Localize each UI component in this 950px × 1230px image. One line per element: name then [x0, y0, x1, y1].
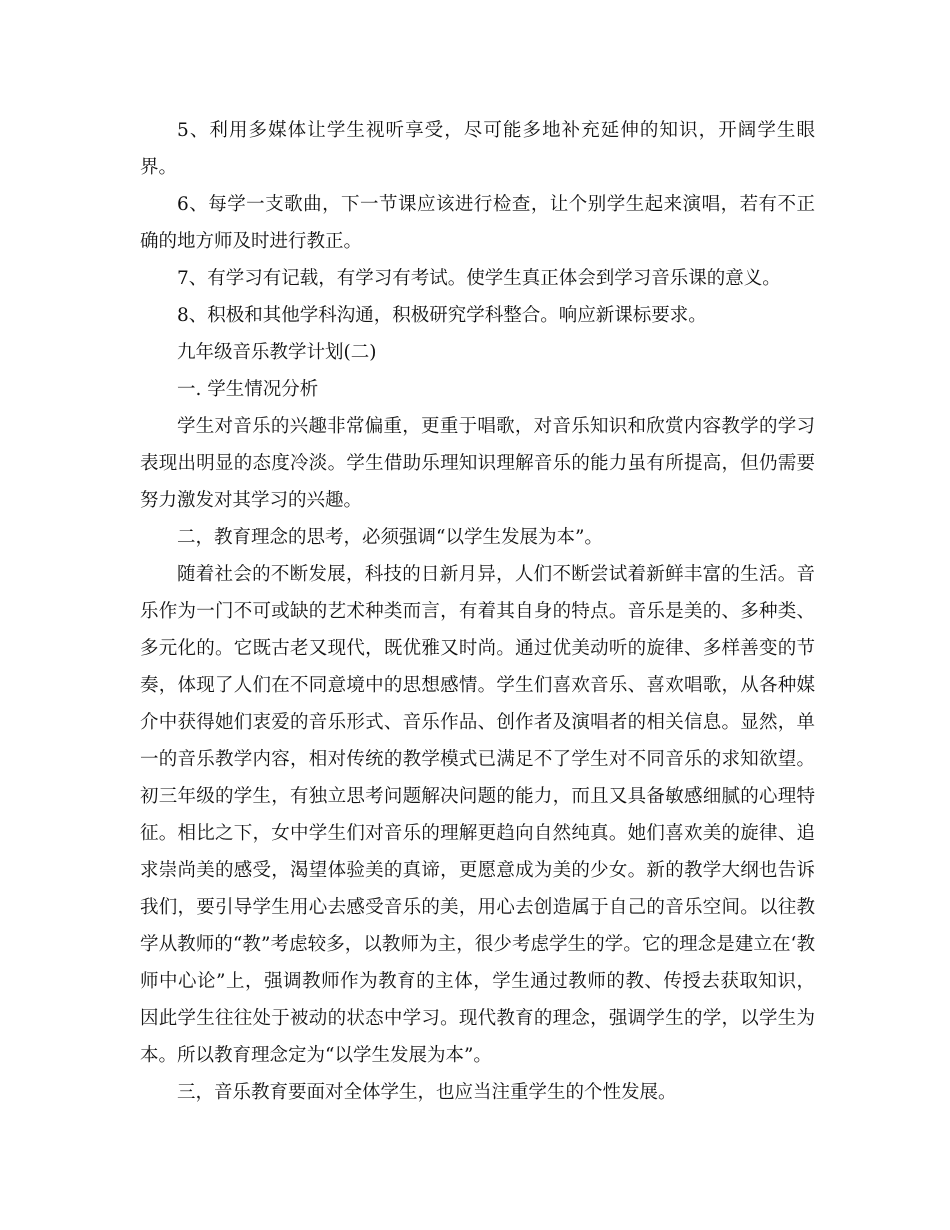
paragraph-education-concept: 随着社会的不断发展，科技的日新月异，人们不断尝试着新鲜丰富的生活。音乐作为一门不可或缺的艺术种类而言，有着其自身的特点。音乐是美的、多种类、多元化的。它既古老又现代，既优雅又时尚。通过优美动听的旋律、多样善变的节奏，体现了人们在不同意境中的思想感情。学生们喜欢音乐、喜欢唱歌，从各种媒介中获得她们衷爱的音乐形式、音乐作品、创作者及演唱者的相关信息。显然，单一的音乐教学内容，相对传统的教学模式已满足不了学生对不同音乐的求知欲望。初三年级的学生，有独立思考问题解决问题的能力，而且又具备敏感细腻的心理特征。相比之下，女中学生们对音乐的理解更趋向自然纯真。她们喜欢美的旋律、追求崇尚美的感受，渴望体验美的真谛，更愿意成为美的少女。新的教学大纲也告诉我们，要引导学生用心去感受音乐的美，用心去创造属于自己的音乐空间。以往教学从教师的“教”考虑较多，以教师为主，很少考虑学生的学。它的理念是建立在‘教师中心论”上，强调教师作为教育的主体，学生通过教师的教、传授去获取知识，因此学生往往处于被动的状态中学习。现代教育的理念，强调学生的学，以学生为本。所以教育理念定为“以学生发展为本”。 [140, 564, 815, 1066]
paragraph-item-6: 6、每学一支歌曲，下一节课应该进行检查，让个别学生起来演唱，若有不正确的地方师及时进行教正。 [140, 194, 815, 252]
section-heading-education-concept: 二，教育理念的思考，必须强调“以学生发展为本”。 [177, 527, 603, 548]
paragraph-item-8: 8、积极和其他学科沟通，积极研究学科整合。响应新课标要求。 [177, 305, 707, 326]
paragraph-item-5: 5、利用多媒体让学生视听享受，尽可能多地补充延伸的知识，开阔学生眼界。 [140, 120, 815, 178]
section-title: 九年级音乐教学计划(二) [177, 342, 377, 363]
paragraph-student-analysis: 学生对音乐的兴趣非常偏重，更重于唱歌，对音乐知识和欣赏内容教学的学习表现出明显的态度冷淡。学生借助乐理知识理解音乐的能力虽有所提高，但仍需要努力激发对其学习的兴趣。 [140, 416, 815, 511]
section-heading-all-students: 三，音乐教育要面对全体学生，也应当注重学生的个性发展。 [177, 1082, 677, 1103]
paragraph-item-7: 7、有学习有记载，有学习有考试。使学生真正体会到学习音乐课的意义。 [177, 268, 781, 289]
document-body [140, 112, 815, 1111]
section-heading-student-analysis: 一. 学生情况分析 [177, 379, 319, 400]
